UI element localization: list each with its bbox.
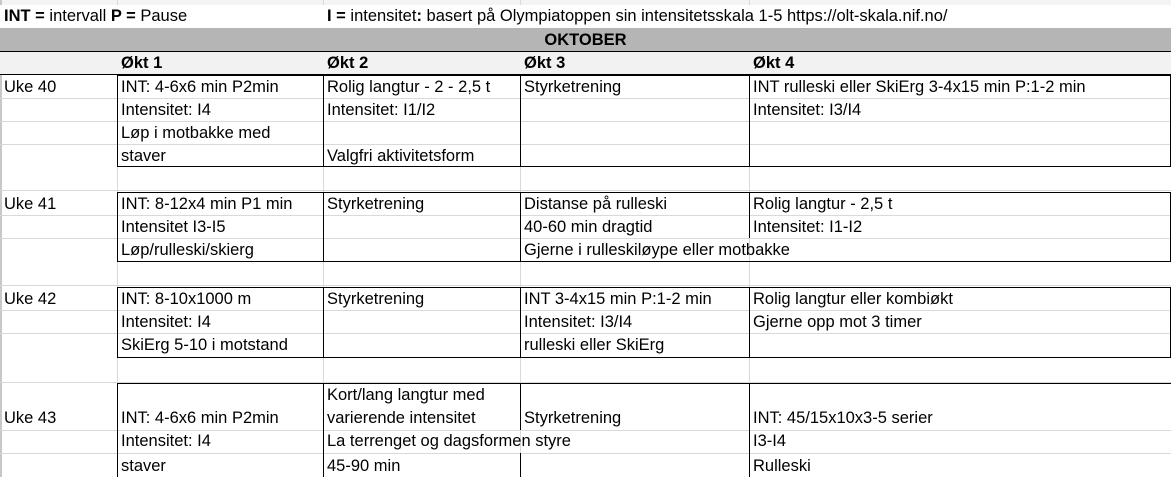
week-43-okt4-line-3[interactable]: Rulleski [753,457,811,475]
week-42-okt1-line-2[interactable]: Intensitet: I4 [121,313,211,331]
week-40-okt1-line-3[interactable]: Løp i motbakke med [121,124,271,142]
week-42-okt3-line-1[interactable]: INT 3-4x15 min P:1-2 min [524,290,712,308]
week-40-okt4-line-2[interactable]: Intensitet: I3/I4 [753,101,862,119]
gridline [0,285,1171,286]
legend-p-key: P = [110,7,136,25]
week-43-okt4-line-1[interactable]: INT: 45/15x10x3-5 serier [753,409,933,427]
column-header-okt-1[interactable]: Økt 1 [121,54,163,72]
column-header-okt-2[interactable]: Økt 2 [327,54,369,72]
week-41-okt4-line-1[interactable]: Rolig langtur - 2,5 t [753,195,893,213]
week-42-okt1-line-1[interactable]: INT: 8-10x1000 m [121,290,252,308]
week-43-okt1-line-2[interactable]: Intensitet: I4 [121,432,211,450]
week-label-41[interactable]: Uke 41 [4,195,57,213]
column-header-row [0,52,1171,75]
week-label-42[interactable]: Uke 42 [4,290,57,308]
week-41-okt1-line-1[interactable]: INT: 8-12x4 min P1 min [121,195,293,213]
week-43-okt2-line-2[interactable]: varierende intensitet [327,409,476,427]
week-43-okt2-line-3[interactable]: La terrenget og dagsformen styre [327,432,571,450]
legend-row [0,5,1171,28]
week-40-okt2-line-2[interactable]: Intensitet: I1/I2 [327,101,436,119]
week-40-okt3-line-1[interactable]: Styrketrening [524,78,622,96]
gridline [0,453,1171,454]
week-43-okt4-line-2[interactable]: I3-I4 [753,432,787,450]
week-41-okt1-line-3[interactable]: Løp/rulleski/skierg [121,241,254,259]
week-41-okt1-line-2[interactable]: Intensitet I3-I5 [121,218,226,236]
week-42-okt2-line-1[interactable]: Styrketrening [327,290,425,308]
week-label-43[interactable]: Uke 43 [4,409,57,427]
gridline [0,190,1171,191]
legend-i-value: intensitet [345,7,417,25]
gridline [0,144,1171,145]
legend-i-colon: : [416,7,422,25]
week-42-okt3-line-2[interactable]: Intensitet: I3/I4 [524,313,633,331]
week-40-okt1-line-1[interactable]: INT: 4-6x6 min P2min [121,78,279,96]
legend-i-key: I = [327,7,346,25]
legend-intensity[interactable] [323,5,947,27]
week-43-okt2-line-4[interactable]: 45-90 min [327,457,401,475]
month-title[interactable]: OKTOBER [544,31,627,49]
week-42-okt3-line-3[interactable]: rulleski eller SkiErg [524,336,665,354]
legend-p-value: Pause [135,7,188,25]
week-43-top-border [117,383,1171,384]
week-43-okt3-line-1[interactable]: Styrketrening [524,409,622,427]
week-41-okt4-line-2[interactable]: Intensitet: I1-I2 [753,218,863,236]
week-42-okt4-line-2[interactable]: Gjerne opp mot 3 timer [753,313,922,331]
week-42-okt4-line-1[interactable]: Rolig langtur eller kombiøkt [753,290,953,308]
month-band [0,28,1171,52]
column-header-okt-4[interactable]: Økt 4 [753,54,795,72]
week-41-okt3-line-1[interactable]: Distanse på rulleski [524,195,668,213]
week-43-okt1-line-1[interactable]: INT: 4-6x6 min P2min [121,409,279,427]
week-label-40[interactable]: Uke 40 [4,78,57,96]
week-40-okt1-line-2[interactable]: Intensitet: I4 [121,101,211,119]
week-41-okt2-line-1[interactable]: Styrketrening [327,195,425,213]
column-header-okt-3[interactable]: Økt 3 [524,54,566,72]
week-40-okt2-line-4[interactable]: Valgfri aktivitetsform [327,147,475,165]
legend-int-pause[interactable] [0,5,187,27]
divider [520,453,521,477]
week-40-okt2-line-1[interactable]: Rolig langtur - 2 - 2,5 t [327,78,491,96]
week-41-okt3-line-3[interactable]: Gjerne i rulleskiløype eller motbakke [524,241,790,259]
week-41-okt3-line-2[interactable]: 40-60 min dragtid [524,218,653,236]
legend-int-key: INT = [4,7,45,25]
legend-int-value: intervall [44,7,111,25]
week-42-okt1-line-3[interactable]: SkiErg 5-10 i motstand [121,336,288,354]
week-40-okt1-line-4[interactable]: staver [121,147,166,165]
legend-i-desc: basert på Olympiatoppen sin intensitetsskala 1-5 https://olt-skala.nif.no/ [421,7,948,25]
week-40-okt4-line-1[interactable]: INT rulleski eller SkiErg 3-4x15 min P:1-2 min [753,78,1086,96]
week-43-okt2-line-1[interactable]: Kort/lang langtur med [327,386,485,404]
week-43-okt1-line-3[interactable]: staver [121,457,166,475]
